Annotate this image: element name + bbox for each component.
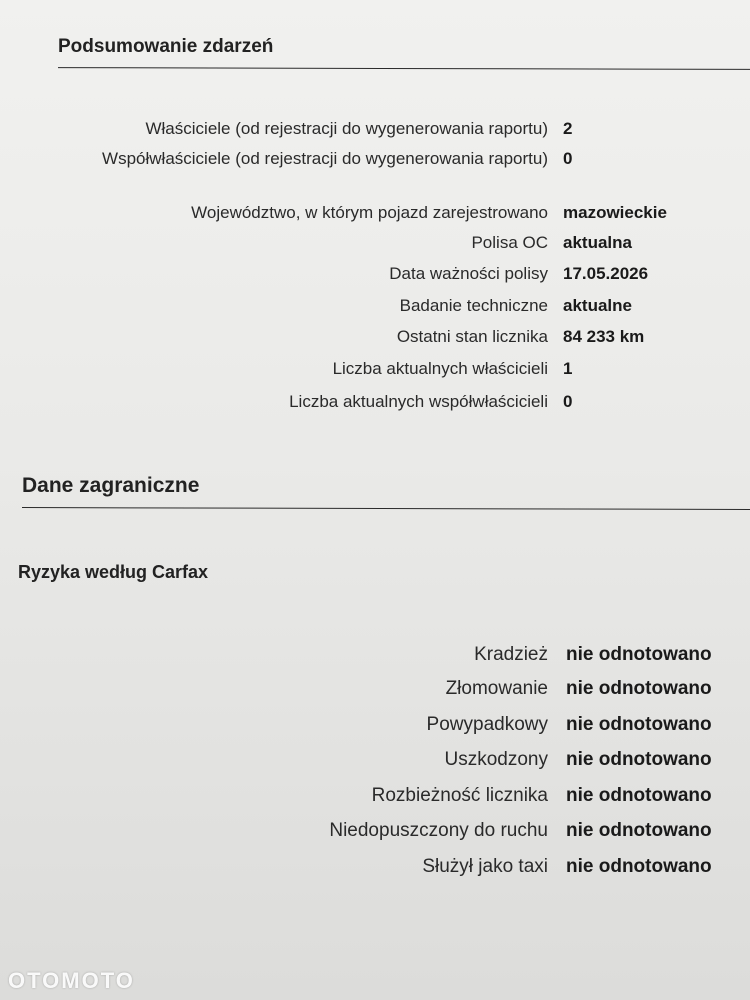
risk-label: Niedopuszczony do ruchu	[329, 820, 548, 841]
summary-value: 84 233 km	[563, 327, 645, 346]
risk-label: Rozbieżność licznika	[371, 785, 548, 806]
summary-value: aktualna	[563, 233, 632, 252]
summary-label: Województwo, w którym pojazd zarejestrowano	[191, 203, 548, 222]
summary-value: aktualne	[563, 296, 632, 315]
risk-value: nie odnotowano	[566, 749, 712, 770]
risk-value: nie odnotowano	[566, 714, 712, 735]
summary-value: 2	[563, 119, 573, 138]
summary-label: Ostatni stan licznika	[396, 327, 548, 346]
summary-label: Właściciele (od rejestracji do wygenerowania raportu)	[145, 119, 548, 138]
summary-label: Polisa OC	[471, 233, 548, 252]
risk-value: nie odnotowano	[566, 678, 712, 699]
risk-label: Kradzież	[474, 644, 548, 665]
foreign-divider	[22, 507, 750, 510]
foreign-section-title: Dane zagraniczne	[22, 474, 200, 497]
risk-value: nie odnotowano	[566, 820, 712, 841]
summary-label: Liczba aktualnych właścicieli	[332, 359, 548, 378]
otomoto-watermark: OTOMOTO	[8, 968, 135, 993]
risk-value: nie odnotowano	[566, 785, 712, 806]
summary-value: 1	[563, 359, 573, 378]
summary-label: Data ważności polisy	[389, 264, 548, 283]
carfax-risks-heading: Ryzyka według Carfax	[18, 562, 209, 582]
risk-value: nie odnotowano	[566, 856, 712, 877]
risk-label: Służył jako taxi	[422, 856, 548, 877]
summary-section-title: Podsumowanie zdarzeń	[58, 36, 274, 57]
risk-value: nie odnotowano	[566, 644, 712, 665]
risk-label: Uszkodzony	[444, 749, 548, 770]
summary-value: mazowieckie	[563, 203, 667, 222]
risk-label: Złomowanie	[445, 678, 548, 699]
summary-value: 17.05.2026	[563, 264, 649, 283]
summary-divider	[58, 67, 750, 70]
summary-label: Badanie techniczne	[399, 296, 548, 315]
summary-label: Współwłaściciele (od rejestracji do wygenerowania raportu)	[102, 149, 548, 168]
summary-value: 0	[563, 392, 573, 411]
summary-value: 0	[563, 149, 573, 168]
risk-label: Powypadkowy	[426, 714, 548, 735]
summary-label: Liczba aktualnych współwłaścicieli	[289, 392, 548, 411]
